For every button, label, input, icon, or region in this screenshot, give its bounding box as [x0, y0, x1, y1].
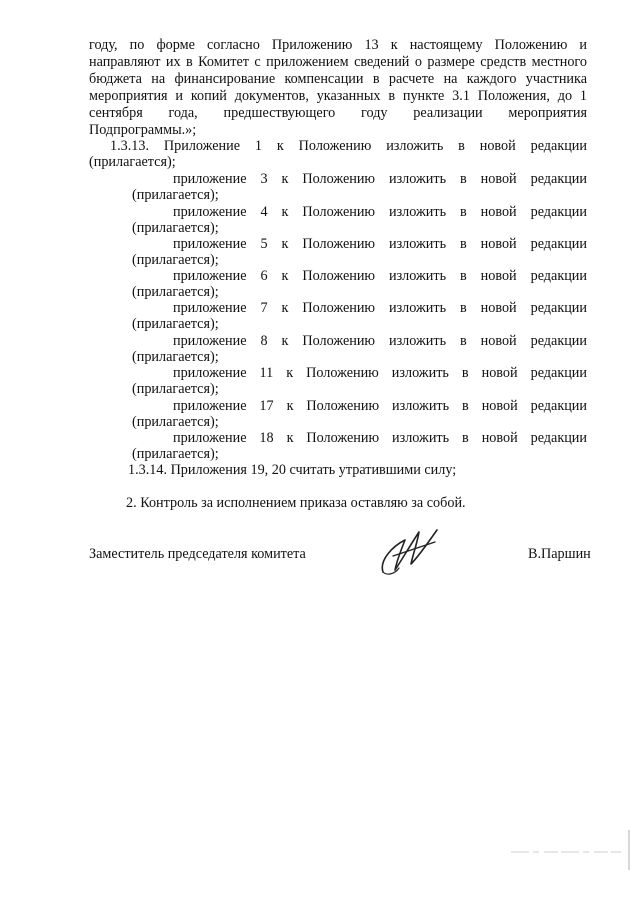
appendix-item-continuation: (прилагается);: [132, 446, 219, 462]
appendix-item: приложение 3 к Положению изложить в новой редакции: [173, 171, 587, 187]
appendix-item: приложение 6 к Положению изложить в новой редакции: [173, 268, 587, 284]
appendix-item: приложение 11 к Положению изложить в новой редакции: [173, 365, 587, 381]
paragraph-line: бюджета на финансирование компенсации в расчете на каждого участника: [89, 71, 587, 87]
signatory-name: В.Паршин: [528, 546, 591, 562]
paragraph-line: направляют их в Комитет с приложением сведений о размере средств местного: [89, 54, 587, 70]
item-1-3-13-continuation: (прилагается);: [89, 154, 176, 170]
appendix-item: приложение 8 к Положению изложить в новой редакции: [173, 333, 587, 349]
appendix-item: приложение 17 к Положению изложить в новой редакции: [173, 398, 587, 414]
appendix-item-continuation: (прилагается);: [132, 414, 219, 430]
appendix-item-continuation: (прилагается);: [132, 252, 219, 268]
appendix-item-continuation: (прилагается);: [132, 316, 219, 332]
paragraph-line: сентября года, предшествующего году реализации мероприятия: [89, 105, 587, 121]
signatory-title: Заместитель председателя комитета: [89, 546, 306, 562]
appendix-item-continuation: (прилагается);: [132, 187, 219, 203]
appendix-item-continuation: (прилагается);: [132, 381, 219, 397]
item-1-3-14: 1.3.14. Приложения 19, 20 считать утратившими силу;: [128, 462, 457, 478]
appendix-item: приложение 4 к Положению изложить в новой редакции: [173, 204, 587, 220]
item-1-3-13: 1.3.13. Приложение 1 к Положению изложить в новой редакции: [110, 138, 587, 154]
scan-artifact-line: [511, 851, 621, 853]
appendix-item: приложение 18 к Положению изложить в новой редакции: [173, 430, 587, 446]
appendix-item-continuation: (прилагается);: [132, 220, 219, 236]
paragraph-line: мероприятия и копий документов, указанных в пункте 3.1 Положения, до 1: [89, 88, 587, 104]
appendix-item-continuation: (прилагается);: [132, 284, 219, 300]
scan-edge-artifact: [628, 830, 630, 870]
paragraph-line: году, по форме согласно Приложению 13 к настоящему Положению и: [89, 37, 587, 53]
appendix-item: приложение 7 к Положению изложить в новой редакции: [173, 300, 587, 316]
appendix-item-continuation: (прилагается);: [132, 349, 219, 365]
item-2: 2. Контроль за исполнением приказа оставляю за собой.: [126, 495, 466, 511]
handwritten-signature: [375, 520, 445, 580]
paragraph-line: Подпрограммы.»;: [89, 122, 197, 138]
appendix-item: приложение 5 к Положению изложить в новой редакции: [173, 236, 587, 252]
